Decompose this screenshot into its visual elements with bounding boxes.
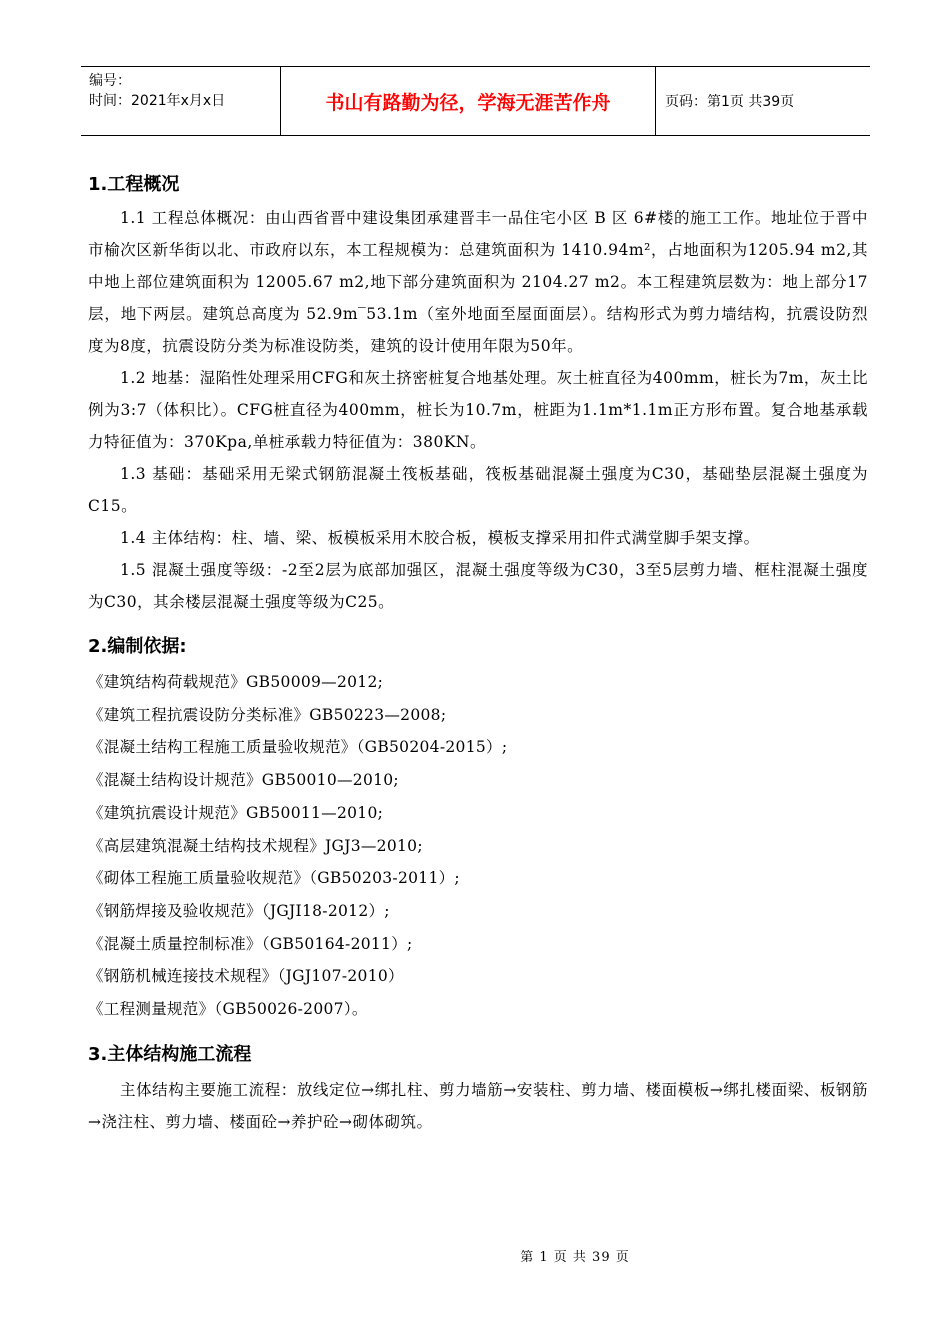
header-page-info: 页码：第1页 共39页: [665, 94, 795, 110]
reference-item: 《建筑结构荷载规范》GB50009—2012;: [88, 673, 384, 691]
reference-list: [88, 666, 868, 1026]
page-footer: 第 1 页 共 39 页: [520, 1250, 630, 1265]
reference-item: 《混凝土结构工程施工质量验收规范》（GB50204-2015）;: [88, 738, 508, 757]
document-number: 编号：: [89, 73, 131, 89]
reference-item: 《钢筋机械连接技术规程》（JGJ107-2010）: [88, 967, 404, 986]
section-1-paragraph-1: 1.1 工程总体概况：由山西省晋中建设集团承建晋丰一品住宅小区 B 区 6#楼的施工工作。地址位于晋中市榆次区新华街以北、市政府以东，本工程规模为：总建筑面积为 1410.94m²，占地面积为1205.94 m2,其中地上部位建筑面积为 12005.67 m2,地下部分建筑面积为 2104.27 m2。本工程建筑层数为：地上部分17层，地下两层。建筑总高度为 52.9m‾53.1m（室外地面至屋面面层）。结构形式为剪力墙结构，抗震设防烈度为8度，抗震设防分类为标准设防类，建筑的设计使用年限为50年。: [88, 209, 868, 355]
section-1-paragraph-2: 1.2 地基：湿陷性处理采用CFG和灰土挤密桩复合地基处理。灰土桩直径为400mm，桩长为7m，灰土比例为3:7（体积比）。CFG桩直径为400mm，桩长为10.7m，桩距为1.1m*1.1m正方形布置。复合地基承载力特征值为：370Kpa,单桩承载力特征值为：380KN。: [88, 369, 868, 451]
document-body: [88, 170, 868, 1138]
section-1-paragraph-5: 1.5 混凝土强度等级：-2至2层为底部加强区，混凝土强度等级为C30，3至5层剪力墙、框柱混凝土强度为C30，其余楼层混凝土强度等级为C25。: [88, 561, 868, 611]
section-1-paragraph-4: 1.4 主体结构：柱、墙、梁、板模板采用木胶合板，模板支撑采用扣件式满堂脚手架支撑。: [120, 529, 760, 547]
header-meta: [81, 67, 281, 135]
section-2-title: 2.编制依据:: [88, 636, 187, 657]
reference-item: 《混凝土质量控制标准》（GB50164-2011）;: [88, 934, 413, 953]
reference-item: 《工程测量规范》（GB50026-2007）。: [88, 1000, 368, 1019]
section-1-paragraph-3: 1.3 基础：基础采用无梁式钢筋混凝土筏板基础，筏板基础混凝土强度为C30，基础垫层混凝土强度为C15。: [88, 465, 868, 515]
section-3-title: 3.主体结构施工流程: [88, 1043, 252, 1065]
header-motto: 书山有路勤为径，学海无涯苦作舟: [281, 67, 656, 135]
reference-item: 《建筑工程抗震设防分类标准》GB50223—2008;: [88, 705, 447, 724]
reference-item: 《混凝土结构设计规范》GB50010—2010;: [88, 771, 399, 790]
section-3-paragraph-1: 主体结构主要施工流程：放线定位→绑扎柱、剪力墙筋→安装柱、剪力墙、楼面模板→绑扎楼面梁、板钢筋→浇注柱、剪力墙、楼面砼→养护砼→砌体砌筑。: [88, 1080, 868, 1131]
reference-item: 《高层建筑混凝土结构技术规程》JGJ3—2010;: [88, 836, 423, 855]
document-date: 时间：2021年x月x日: [89, 93, 226, 109]
section-1-title: 1.工程概况: [88, 174, 180, 195]
reference-item: 《钢筋焊接及验收规范》（JGJI18-2012）;: [88, 901, 390, 920]
reference-item: 《建筑抗震设计规范》GB50011—2010;: [88, 803, 384, 822]
page-header: [81, 66, 870, 136]
reference-item: 《砌体工程施工质量验收规范》（GB50203-2011）;: [88, 869, 460, 888]
